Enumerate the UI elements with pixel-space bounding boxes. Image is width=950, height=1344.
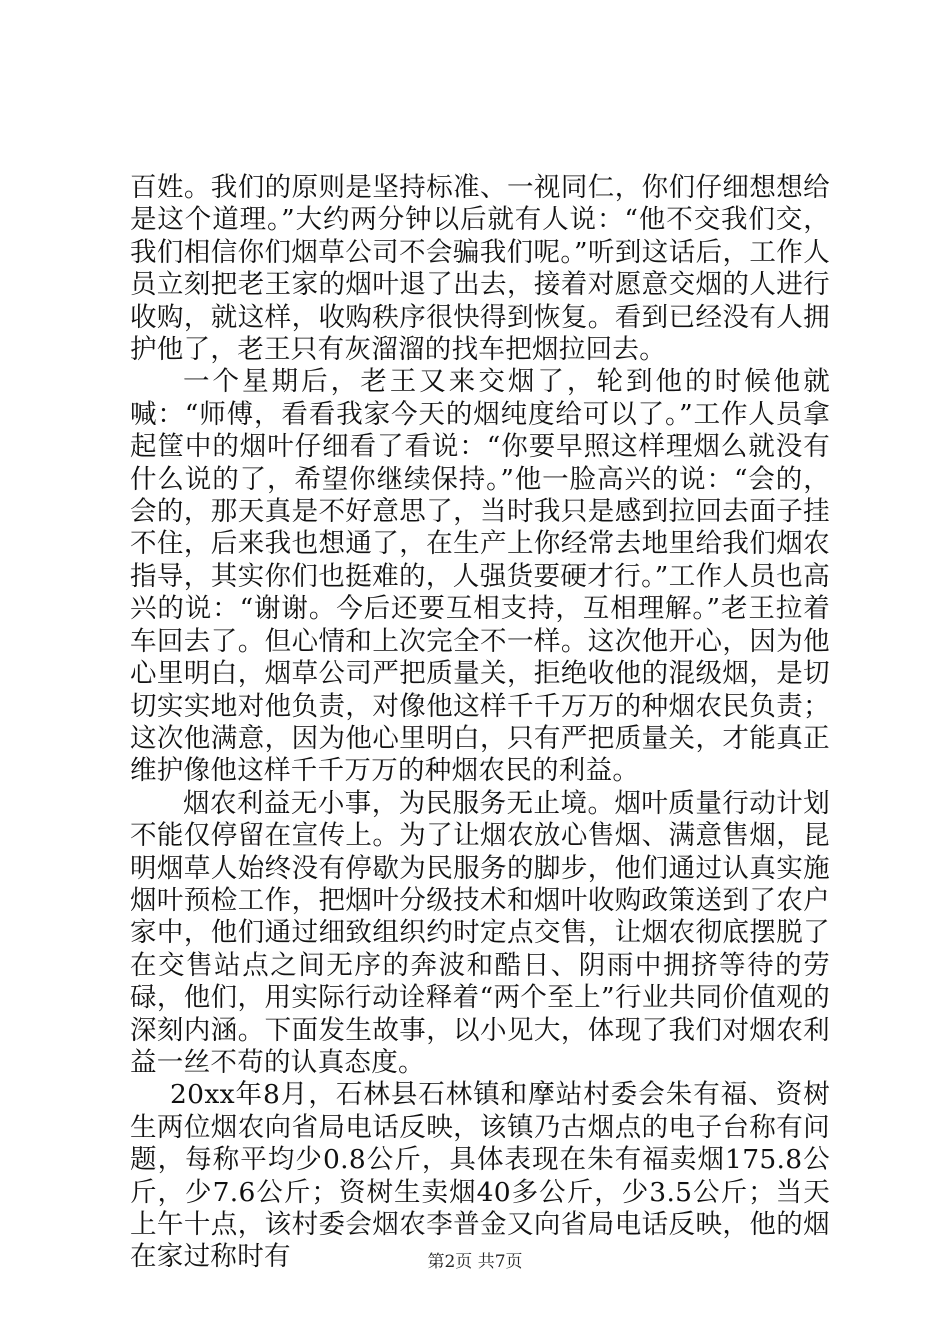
- paragraph-1: 百姓。我们的原则是坚持标准、一视同仁，你们仔细想想给是这个道理。”大约两分钟以后就有人说：“他不交我们交，我们相信你们烟草公司不会骗我们呢。”听到这话后，工作人员立刻把老王家的烟叶退了出去，接着对愿意交烟的人进行收购，就这样，收购秩序很快得到恢复。看到已经没有人拥护他了，老王只有灰溜溜的找车把烟拉回去。: [130, 172, 830, 366]
- paragraph-3: 烟农利益无小事，为民服务无止境。烟叶质量行动计划不能仅停留在宣传上。为了让烟农放心售烟、满意售烟，昆明烟草人始终没有停歇为民服务的脚步，他们通过认真实施烟叶预检工作，把烟叶分级技术和烟叶收购政策送到了农户家中，他们通过细致组织约时定点交售，让烟农彻底摆脱了在交售站点之间无序的奔波和酷日、阴雨中拥挤等待的劳碌，他们，用实际行动诠释着“两个至上”行业共同价值观的深刻内涵。下面发生故事，以小见大，体现了我们对烟农利益一丝不苟的认真态度。: [130, 787, 830, 1078]
- page-number-footer: 第2页 共7页: [427, 1252, 523, 1272]
- document-body: [130, 172, 830, 1274]
- paragraph-4: 20xx年8月，石林县石林镇和摩站村委会朱有福、资树生两位烟农向省局电话反映，该镇乃古烟点的电子台称有问题，每称平均少0.8公斤，具体表现在朱有福卖烟175.8公斤，少7.6公斤；资树生卖烟40多公斤，少3.5公斤；当天上午十点，该村委会烟农李普金又向省局电话反映，他的烟在家过称时有: [130, 1079, 830, 1273]
- paragraph-2: 一个星期后，老王又来交烟了，轮到他的时候他就喊：“师傅，看看我家今天的烟纯度给可以了。”工作人员拿起筐中的烟叶仔细看了看说：“你要早照这样理烟么就没有什么说的了，希望你继续保持。”他一脸高兴的说：“会的，会的，那天真是不好意思了，当时我只是感到拉回去面子挂不住，后来我也想通了，在生产上你经常去地里给我们烟农指导，其实你们也挺难的，人强货要硬才行。”工作人员也高兴的说：“谢谢。今后还要互相支持，互相理解。”老王拉着车回去了。但心情和上次完全不一样。这次他开心，因为他心里明白，烟草公司严把质量关，拒绝收他的混级烟，是切切实实地对他负责，对像他这样千千万万的种烟农民负责；这次他满意，因为他心里明白，只有严把质量关，才能真正维护像他这样千千万万的种烟农民的利益。: [130, 366, 830, 787]
